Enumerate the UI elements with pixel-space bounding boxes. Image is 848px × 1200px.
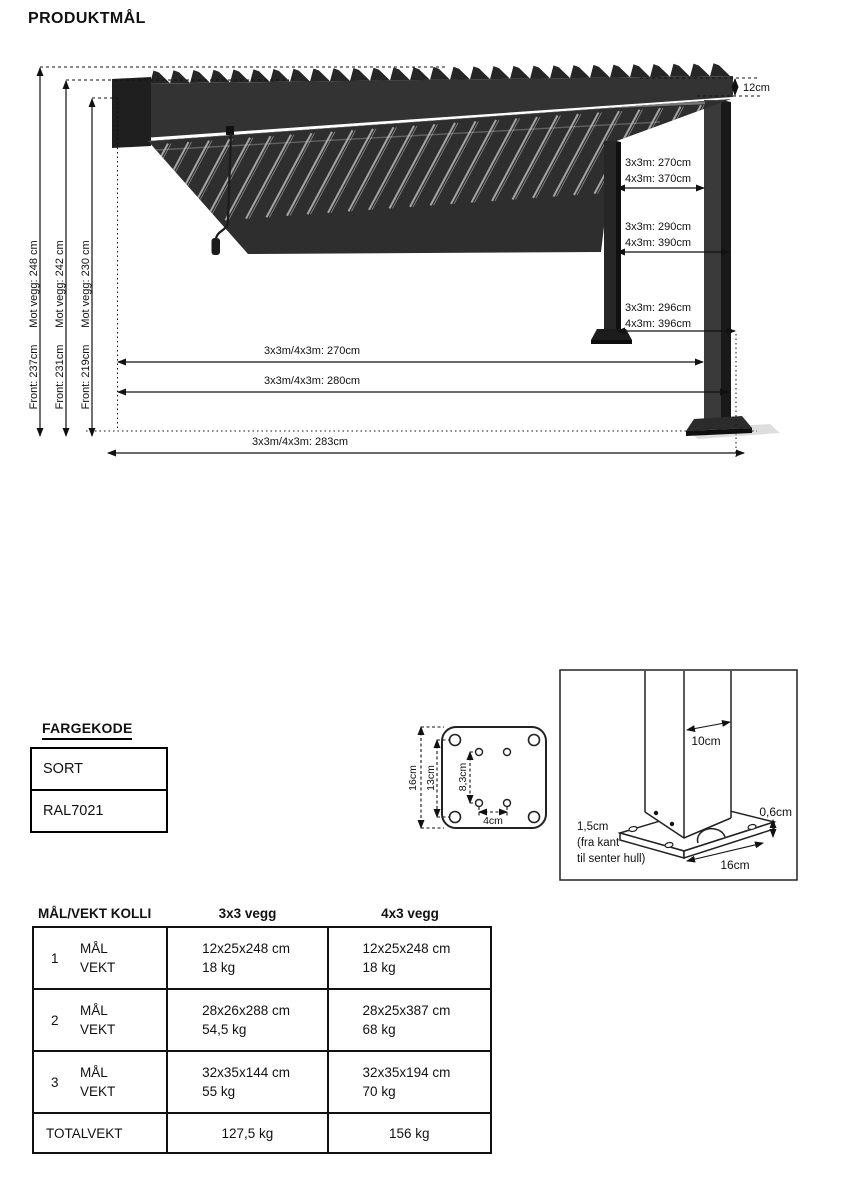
height-front-3: Front: 219cm: [80, 344, 92, 410]
total-weight-3x3: 127,5 kg: [167, 1113, 327, 1153]
edge-note-line2: (fra kant: [577, 837, 620, 849]
mal-label: MÅL: [80, 1065, 108, 1080]
span2-line1: 3x3m: 290cm: [625, 221, 692, 233]
span1-line2: 4x3m: 370cm: [625, 173, 692, 185]
mal-label: MÅL: [80, 1003, 108, 1018]
span3-line1: 3x3m: 296cm: [625, 302, 692, 314]
height-wall-1: Mot vegg: 248 cm: [28, 240, 40, 328]
total-row: [33, 1113, 491, 1153]
vekt-label: VEKT: [80, 1084, 116, 1099]
weight-table: [32, 926, 492, 1154]
table-title: MÅL/VEKT KOLLI: [38, 906, 152, 921]
table-row: [33, 927, 491, 989]
weight-table-section: [32, 901, 494, 1154]
col-4x3: 4x3 vegg: [381, 906, 439, 921]
panel-post: [645, 671, 731, 843]
weight-3x3: 55 kg: [202, 1084, 236, 1099]
dims-4x3: 12x25x248 cm: [362, 941, 451, 956]
span1-line1: 3x3m: 270cm: [625, 157, 692, 169]
total-label: TOTALVEKT: [46, 1125, 123, 1141]
width-283-label: 3x3m/4x3m: 283cm: [252, 436, 348, 448]
span3-line2: 4x3m: 396cm: [625, 318, 692, 330]
plate-4-label: 4cm: [483, 815, 503, 827]
height-front-2: Front: 231cm: [54, 344, 66, 410]
row-number: 3: [51, 1074, 59, 1090]
pergola-illustration: [112, 63, 780, 439]
row-number: 1: [51, 950, 59, 966]
width-280-label: 3x3m/4x3m: 280cm: [264, 375, 360, 387]
weight-4x3: 70 kg: [362, 1084, 396, 1099]
vekt-label: VEKT: [80, 960, 116, 975]
row-number: 2: [51, 1012, 59, 1028]
span2-line2: 4x3m: 390cm: [625, 237, 692, 249]
dims-4x3: 28x25x387 cm: [362, 1003, 451, 1018]
roof-thickness-label: 12cm: [743, 82, 770, 94]
height-wall-3: Mot vegg: 230 cm: [80, 240, 92, 328]
color-code-box: [30, 747, 168, 833]
plate-width-label: 16cm: [720, 858, 750, 872]
front-post: [686, 100, 752, 436]
height-front-1: Front: 237cm: [28, 344, 40, 410]
table-row: [33, 1051, 491, 1113]
weight-4x3: 68 kg: [362, 1022, 396, 1037]
width-270-label: 3x3m/4x3m: 270cm: [264, 345, 360, 357]
dims-3x3: 32x35x144 cm: [202, 1065, 290, 1080]
edge-note-line1: 1,5cm: [577, 821, 609, 833]
mal-label: MÅL: [80, 941, 108, 956]
plate-83-label: 8,3cm: [457, 762, 469, 792]
color-code-heading: FARGEKODE: [42, 720, 132, 740]
col-3x3: 3x3 vegg: [218, 906, 277, 921]
weight-table-header: [32, 901, 494, 926]
dims-3x3: 28x26x288 cm: [202, 1003, 290, 1018]
post-detail-panel: [560, 670, 797, 880]
total-weight-4x3: 156 kg: [328, 1113, 491, 1153]
height-wall-2: Mot vegg: 242 cm: [54, 240, 66, 328]
table-row: [33, 989, 491, 1051]
weight-3x3: 18 kg: [202, 960, 236, 975]
color-ral: RAL7021: [43, 803, 104, 819]
vekt-label: VEKT: [80, 1022, 116, 1037]
page-title: PRODUKTMÅL: [28, 10, 146, 27]
weight-4x3: 18 kg: [362, 960, 396, 975]
baseplate-top-view: [407, 727, 546, 828]
dims-3x3: 12x25x248 cm: [202, 941, 290, 956]
plate-16-label: 16cm: [407, 765, 419, 791]
color-code-section: [30, 720, 180, 833]
weight-3x3: 54,5 kg: [202, 1022, 247, 1037]
dims-4x3: 32x35x194 cm: [362, 1065, 451, 1080]
plate-thickness-label: 0,6cm: [759, 805, 792, 819]
edge-note-line3: til senter hull): [577, 853, 646, 865]
color-name: SORT: [32, 749, 166, 791]
plate-13-label: 13cm: [425, 765, 437, 791]
post-width-label: 10cm: [691, 734, 721, 748]
